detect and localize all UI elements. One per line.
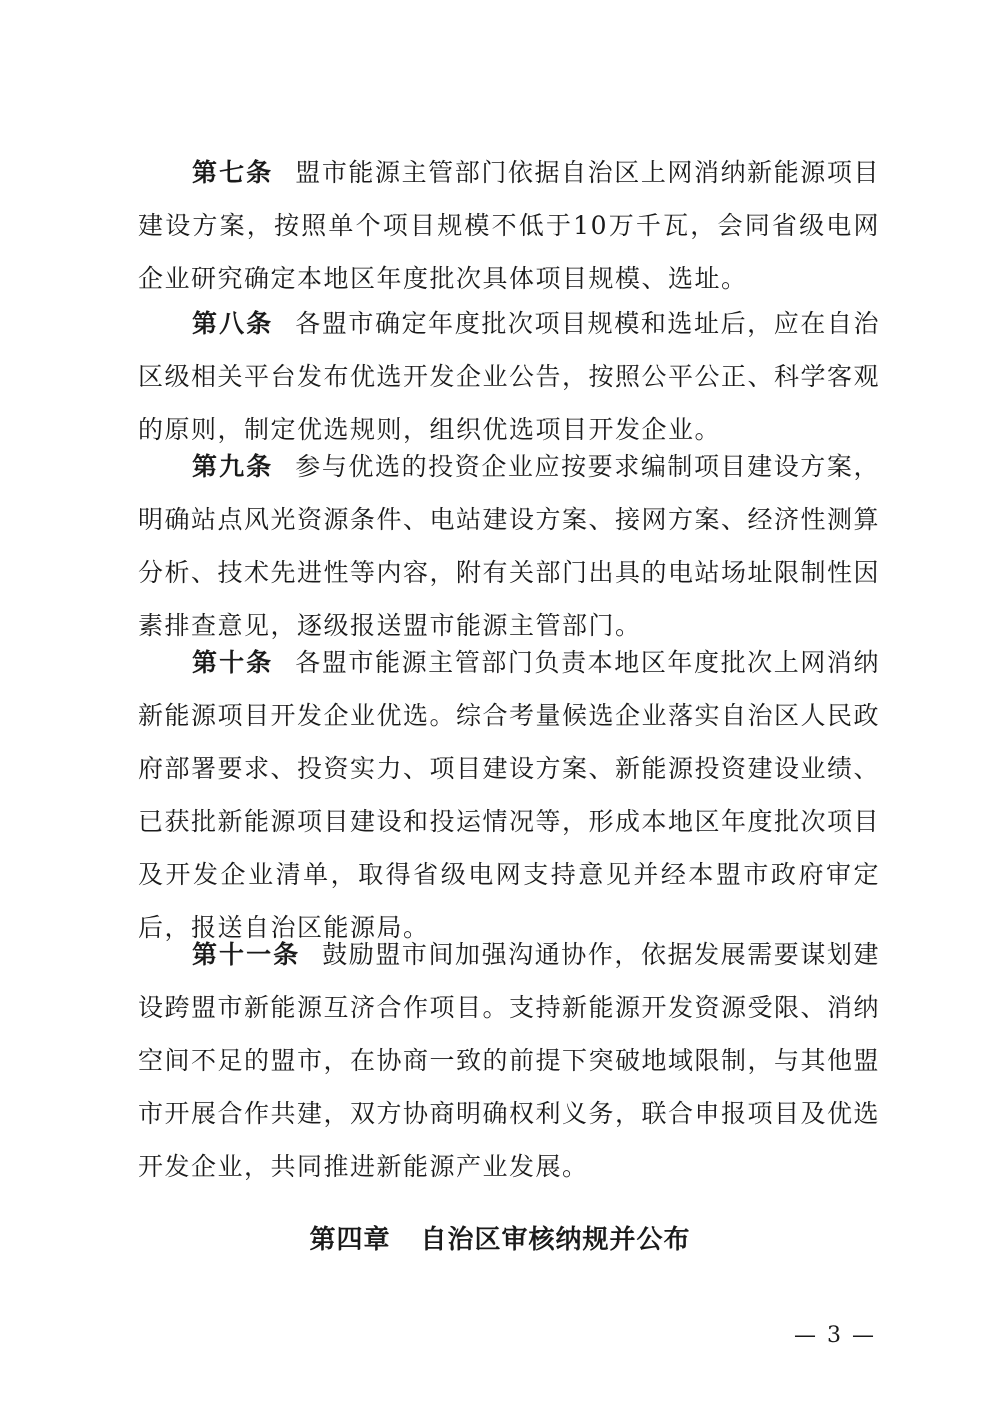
article-7 xyxy=(138,146,880,305)
chapter-number: 第四章 xyxy=(309,1225,391,1255)
page-number: — 3 — xyxy=(794,1323,876,1348)
article-body: 鼓励盟市间加强沟通协作，依据发展需要谋划建设跨盟市新能源互济合作项目。支持新能源开发资源受限、消纳空间不足的盟市，在协商一致的前提下突破地域限制，与其他盟市开展合作共建，双方协商明确权利义务，联合申报项目及优选开发企业，共同推进新能源产业发展。 xyxy=(138,940,881,1181)
article-heading: 第九条 xyxy=(192,452,274,481)
article-body: 盟市能源主管部门依据自治区上网消纳新能源项目建设方案，按照单个项目规模不低于10万千瓦，会同省级电网企业研究确定本地区年度批次具体项目规模、选址。 xyxy=(138,158,880,293)
article-heading: 第八条 xyxy=(192,309,274,338)
chapter-heading xyxy=(0,1219,1000,1256)
article-heading: 第十条 xyxy=(192,648,274,677)
article-8 xyxy=(138,297,880,456)
article-heading: 第七条 xyxy=(192,158,274,187)
article-11 xyxy=(138,928,880,1193)
chapter-title: 自治区审核纳规并公布 xyxy=(420,1225,691,1255)
article-body: 各盟市能源主管部门负责本地区年度批次上网消纳新能源项目开发企业优选。综合考量候选企业落实自治区人民政府部署要求、投资实力、项目建设方案、新能源投资建设业绩、已获批新能源项目建设和投运情况等，形成本地区年度批次项目及开发企业清单，取得省级电网支持意见并经本盟市政府审定后，报送自治区能源局。 xyxy=(138,648,881,942)
article-heading: 第十一条 xyxy=(192,940,301,969)
article-body: 参与优选的投资企业应按要求编制项目建设方案，明确站点风光资源条件、电站建设方案、接网方案、经济性测算分析、技术先进性等内容，附有关部门出具的电站场址限制性因素排查意见，逐级报送盟市能源主管部门。 xyxy=(138,452,881,640)
article-body: 各盟市确定年度批次项目规模和选址后，应在自治区级相关平台发布优选开发企业公告，按照公平公正、科学客观的原则，制定优选规则，组织优选项目开发企业。 xyxy=(138,309,881,444)
article-9 xyxy=(138,440,880,652)
article-10 xyxy=(138,636,880,954)
